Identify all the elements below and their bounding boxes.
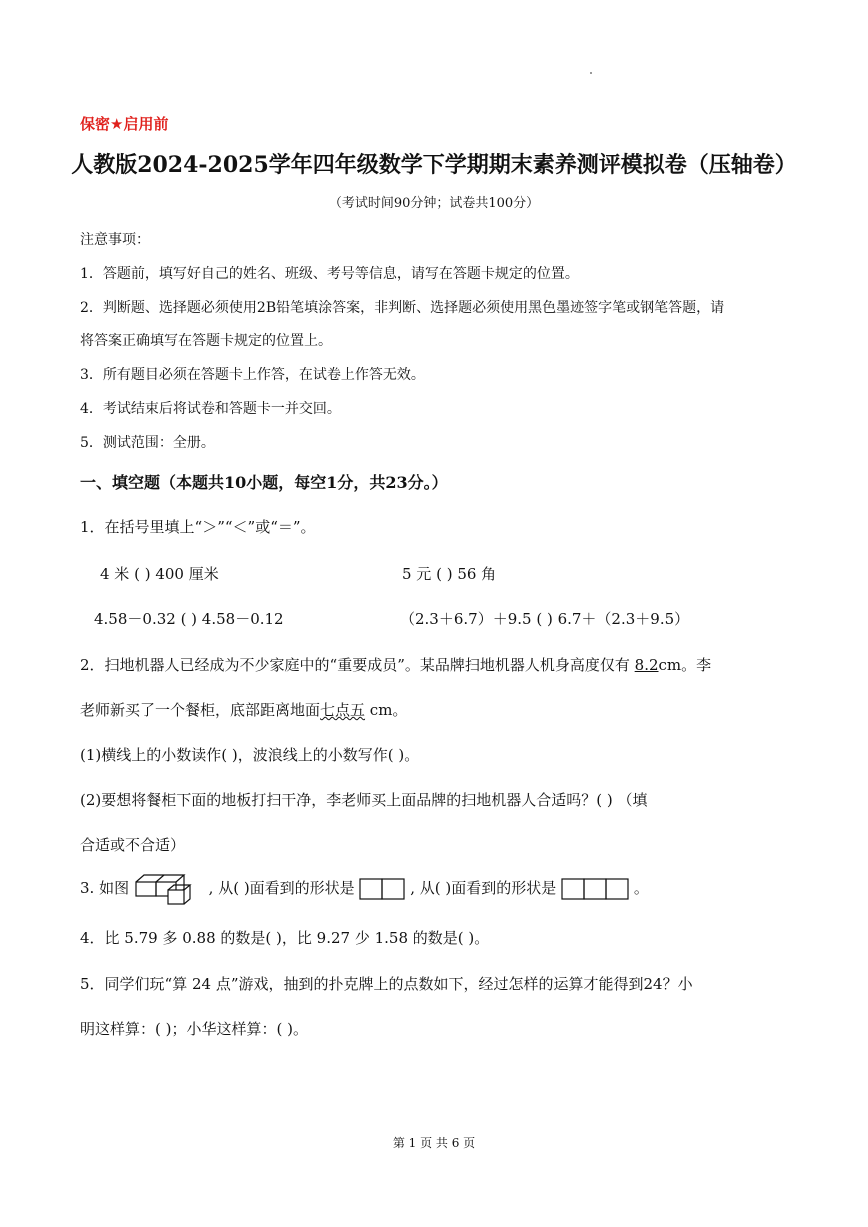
underlined-number: 8.2 <box>634 656 659 674</box>
question-3-text: 3. 如图 <box>80 879 130 897</box>
notice-item: 1．答题前，填写好自己的姓名、班级、考号等信息，请写在答题卡规定的位置。 <box>80 266 579 282</box>
question-3-text: , 从( )面看到的形状是 <box>208 879 355 897</box>
question-2-line2 <box>80 699 407 720</box>
question-2-sub1: (1)横线上的小数读作( )，波浪线上的小数写作( )。 <box>80 746 420 764</box>
question-2-sub2-line1: (2)要想将餐柜下面的地板打扫干净，李老师买上面品牌的扫地机器人合适吗？( ) （填 <box>80 791 648 809</box>
exam-info: （考试时间90分钟；试卷共100分） <box>328 196 540 211</box>
question-3-text: , 从( )面看到的形状是 <box>410 879 557 897</box>
notice-item: 3．所有题目必须在答题卡上作答，在试卷上作答无效。 <box>80 367 425 383</box>
question-1-stem: 1．在括号里填上“＞”“＜”或“＝”。 <box>80 518 316 536</box>
question-2-line1 <box>80 654 711 675</box>
cubes-figure-icon <box>134 872 204 906</box>
notice-item: 4．考试结束后将试卷和答题卡一并交回。 <box>80 401 341 417</box>
view-two-squares-icon <box>359 877 405 901</box>
question-2-text: cm。 <box>365 701 408 719</box>
notice-item: 将答案正确填写在答题卡规定的位置上。 <box>80 333 332 349</box>
section-heading: 一、填空题（本题共10小题，每空1分，共23分。） <box>80 473 448 492</box>
question-2-text: cm。李 <box>658 656 712 674</box>
question-3 <box>80 872 649 902</box>
question-1-a: 4 米 ( ) 400 厘米 <box>100 565 219 583</box>
notice-item: 2．判断题、选择题必须使用2B铅笔填涂答案，非判断、选择题必须使用黑色墨迹签字笔或钢笔答题，请 <box>80 300 725 316</box>
page-title: 人教版2024-2025学年四年级数学下学期期末素养测评模拟卷（压轴卷） <box>71 152 797 178</box>
question-2-text: 2．扫地机器人已经成为不少家庭中的“重要成员”。某品牌扫地机器人机身高度仅有 <box>80 656 635 674</box>
question-2-sub2-line2: 合适或不合适） <box>80 836 186 854</box>
question-3-text: 。 <box>633 879 649 897</box>
question-1-c: 4.58－0.32 ( ) 4.58－0.12 <box>94 610 284 628</box>
confidential-label: 保密★启用前 <box>80 115 169 133</box>
notice-item: 5．测试范围：全册。 <box>80 435 215 451</box>
corner-dot <box>590 72 592 74</box>
page-number: 第 1 页 共 6 页 <box>392 1136 476 1150</box>
question-2-text: 老师新买了一个餐柜，底部距离地面 <box>80 701 321 719</box>
question-1-b: 5 元 ( ) 56 角 <box>402 565 497 583</box>
question-4: 4．比 5.79 多 0.88 的数是( )，比 9.27 少 1.58 的数是( )。 <box>80 929 490 947</box>
question-5-line2: 明这样算：( )；小华这样算：( )。 <box>80 1020 308 1038</box>
wavy-underlined-number: 七点五 <box>320 701 366 719</box>
notice-heading: 注意事项： <box>80 232 150 248</box>
question-5-line1: 5．同学们玩“算 24 点”游戏，抽到的扑克牌上的点数如下，经过怎样的运算才能得到24？小 <box>80 975 693 993</box>
view-three-squares-icon <box>561 877 629 901</box>
question-1-d: （2.3＋6.7）＋9.5 ( ) 6.7＋（2.3＋9.5） <box>400 610 690 628</box>
